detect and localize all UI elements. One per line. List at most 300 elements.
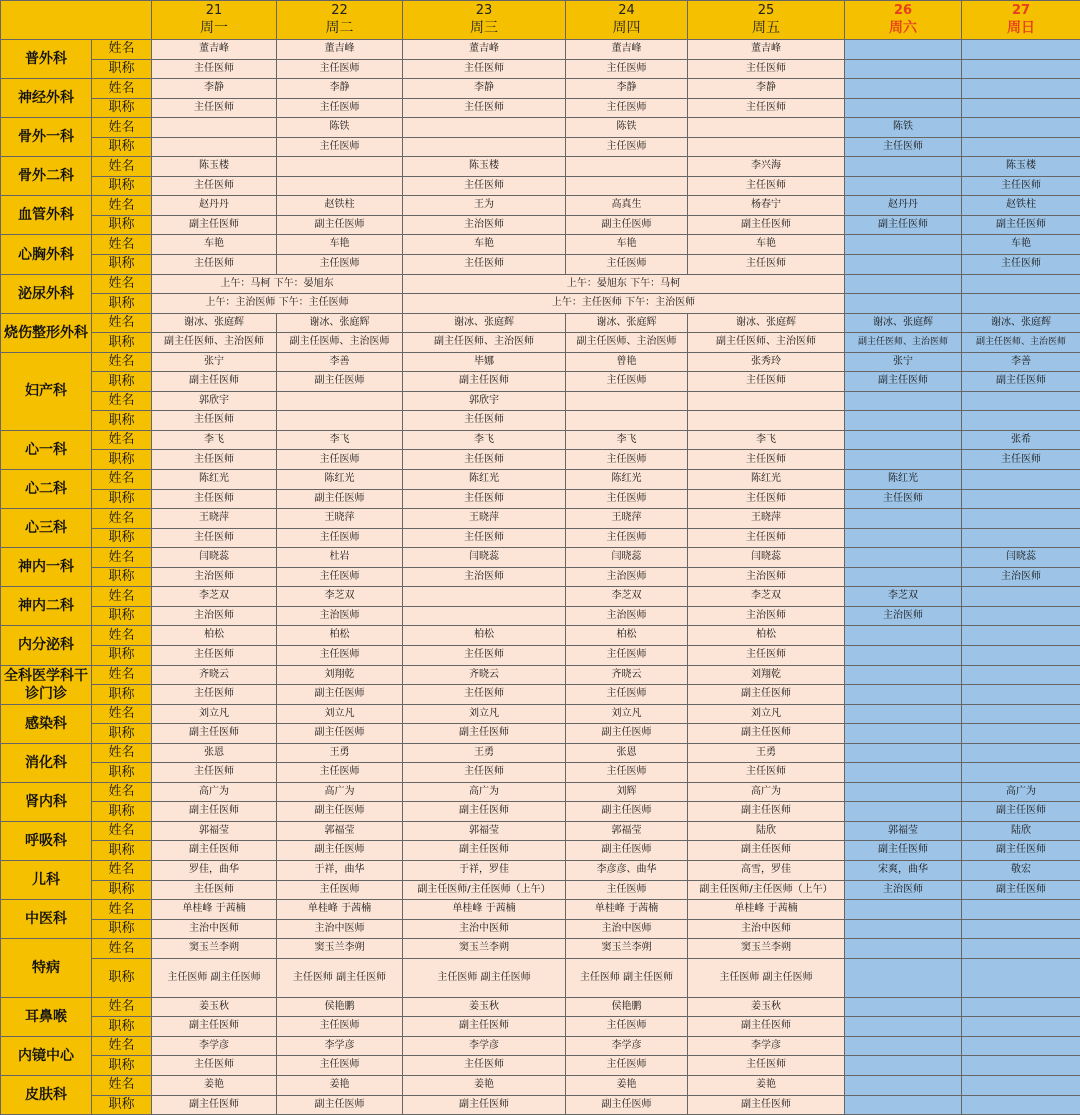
- weekday-cell: 副主任医师: [403, 1095, 566, 1115]
- weekday-cell: 闫晓蕊: [152, 548, 277, 568]
- weekend-cell: 主治医师: [845, 880, 962, 900]
- schedule-row: [1, 763, 1080, 783]
- weekend-cell: [962, 724, 1080, 744]
- schedule-row: [1, 79, 1080, 99]
- weekday-cell: 陈铁: [566, 118, 688, 138]
- weekday-cell: 闫晓蕊: [403, 548, 566, 568]
- weekday-cell: 主任医师: [277, 98, 403, 118]
- schedule-row: [1, 274, 1080, 294]
- schedule-row: [1, 645, 1080, 665]
- weekend-cell: [962, 626, 1080, 646]
- day-header: [566, 1, 688, 40]
- department-name: 耳鼻喉: [1, 997, 92, 1036]
- weekday-cell: 副主任医师: [688, 802, 845, 822]
- weekday-cell: 张秀玲: [688, 352, 845, 372]
- weekday-cell: 主任医师: [566, 372, 688, 392]
- schedule-row: [1, 606, 1080, 626]
- name-label: 姓名: [92, 665, 152, 685]
- weekend-cell: [962, 528, 1080, 548]
- weekend-cell: [962, 509, 1080, 529]
- day-weekday: 周日: [1007, 20, 1035, 36]
- department-name: 感染科: [1, 704, 92, 743]
- weekday-cell: 主任医师: [152, 98, 277, 118]
- weekday-cell: 李静: [403, 79, 566, 99]
- weekend-cell: [845, 98, 962, 118]
- weekday-cell: 副主任医师/主任医师（上午）: [403, 880, 566, 900]
- weekday-cell: [152, 137, 277, 157]
- weekend-cell: 李善: [962, 352, 1080, 372]
- weekend-cell: 赵丹丹: [845, 196, 962, 216]
- weekend-cell: [962, 391, 1080, 411]
- name-label: 姓名: [92, 196, 152, 216]
- weekday-cell: 郭福莹: [277, 821, 403, 841]
- weekend-cell: 副主任医师、主治医师: [845, 333, 962, 353]
- title-label: 职称: [92, 606, 152, 626]
- department-name: 全科医学科干诊门诊: [1, 665, 92, 704]
- name-label: 姓名: [92, 40, 152, 60]
- weekend-cell: 副主任医师: [962, 372, 1080, 392]
- schedule-row: [1, 860, 1080, 880]
- weekday-cell: 齐晓云: [403, 665, 566, 685]
- weekend-cell: 谢冰、张庭辉: [962, 313, 1080, 333]
- schedule-row: [1, 685, 1080, 705]
- weekday-cell: 主治医师: [688, 567, 845, 587]
- name-label: 姓名: [92, 157, 152, 177]
- name-label: 姓名: [92, 548, 152, 568]
- schedule-row: [1, 509, 1080, 529]
- weekday-cell: 车艳: [566, 235, 688, 255]
- span-cell: 上午：马柯 下午：晏旭东: [152, 274, 403, 294]
- weekday-cell: 闫晓蕊: [566, 548, 688, 568]
- weekend-cell: [845, 704, 962, 724]
- weekend-cell: [845, 900, 962, 920]
- weekday-cell: 李学彦: [403, 1036, 566, 1056]
- weekday-cell: 谢冰、张庭辉: [688, 313, 845, 333]
- name-label: 姓名: [92, 352, 152, 372]
- weekday-cell: 曾艳: [566, 352, 688, 372]
- department-name: 神经外科: [1, 79, 92, 118]
- weekend-cell: [845, 450, 962, 470]
- weekday-cell: [688, 137, 845, 157]
- weekend-cell: [962, 40, 1080, 60]
- department-name: 血管外科: [1, 196, 92, 235]
- weekday-cell: 车艳: [403, 235, 566, 255]
- department-name: 普外科: [1, 40, 92, 79]
- weekday-cell: 主任医师: [152, 685, 277, 705]
- weekday-cell: 陈红光: [566, 470, 688, 490]
- title-label: 职称: [92, 724, 152, 744]
- weekday-cell: 谢冰、张庭辉: [152, 313, 277, 333]
- weekday-cell: 主任医师: [688, 176, 845, 196]
- weekday-cell: 王晓萍: [277, 509, 403, 529]
- weekday-cell: 副主任医师: [277, 489, 403, 509]
- weekday-cell: 主任医师: [277, 450, 403, 470]
- weekday-cell: 主任医师: [403, 528, 566, 548]
- weekend-cell: [962, 919, 1080, 939]
- weekend-cell: [962, 587, 1080, 607]
- weekday-cell: 主任医师: [403, 59, 566, 79]
- weekday-cell: 主任医师: [688, 255, 845, 275]
- day-header-weekend: [845, 1, 962, 40]
- weekday-cell: 刘立凡: [688, 704, 845, 724]
- weekday-cell: 主任医师: [566, 763, 688, 783]
- weekday-cell: 主任医师: [688, 450, 845, 470]
- department-name: 心二科: [1, 470, 92, 509]
- schedule-row: [1, 821, 1080, 841]
- schedule-row: [1, 196, 1080, 216]
- day-header: [152, 1, 277, 40]
- weekend-cell: [845, 294, 962, 314]
- weekday-cell: 主任医师: [403, 1056, 566, 1076]
- weekday-cell: 主任医师 副主任医师: [403, 958, 566, 997]
- weekend-cell: 主治医师: [962, 567, 1080, 587]
- weekday-cell: 郭欣宇: [152, 391, 277, 411]
- name-label: 姓名: [92, 900, 152, 920]
- department-name: 心一科: [1, 430, 92, 469]
- schedule-row: [1, 528, 1080, 548]
- weekday-cell: 刘立凡: [566, 704, 688, 724]
- weekday-cell: [566, 157, 688, 177]
- weekday-cell: [566, 176, 688, 196]
- weekday-cell: [403, 118, 566, 138]
- weekday-cell: [403, 587, 566, 607]
- weekday-cell: 李芝双: [277, 587, 403, 607]
- weekend-cell: [845, 176, 962, 196]
- weekend-cell: 宋爽，曲华: [845, 860, 962, 880]
- weekday-cell: 主任医师: [152, 528, 277, 548]
- schedule-row: [1, 567, 1080, 587]
- weekday-cell: 主任医师: [566, 880, 688, 900]
- weekday-cell: 主任医师: [277, 567, 403, 587]
- weekend-cell: 副主任医师: [962, 880, 1080, 900]
- weekday-cell: 副主任医师: [152, 724, 277, 744]
- title-label: 职称: [92, 763, 152, 783]
- name-label: 姓名: [92, 430, 152, 450]
- weekday-cell: 主治中医师: [152, 919, 277, 939]
- weekend-cell: [962, 118, 1080, 138]
- weekday-cell: 李芝双: [566, 587, 688, 607]
- weekday-cell: 主任医师: [277, 1017, 403, 1037]
- weekday-cell: 齐晓云: [566, 665, 688, 685]
- weekend-cell: [962, 704, 1080, 724]
- weekday-cell: 李飞: [566, 430, 688, 450]
- schedule-row: [1, 802, 1080, 822]
- weekday-cell: 副主任医师: [688, 685, 845, 705]
- weekend-cell: [962, 1075, 1080, 1095]
- weekday-cell: 车艳: [688, 235, 845, 255]
- department-name: 泌尿外科: [1, 274, 92, 313]
- weekday-cell: 主任医师: [277, 880, 403, 900]
- weekday-cell: [152, 118, 277, 138]
- weekday-cell: 主任医师: [403, 450, 566, 470]
- department-name: 儿科: [1, 860, 92, 899]
- weekday-cell: 副主任医师: [277, 802, 403, 822]
- weekday-cell: 单桂峰 于茜楠: [403, 900, 566, 920]
- weekday-cell: 主任医师 副主任医师: [566, 958, 688, 997]
- weekend-cell: 主任医师: [962, 450, 1080, 470]
- weekend-cell: [962, 79, 1080, 99]
- weekday-cell: 主任医师 副主任医师: [152, 958, 277, 997]
- schedule-row: [1, 489, 1080, 509]
- weekday-cell: 主任医师: [152, 489, 277, 509]
- title-label: 职称: [92, 685, 152, 705]
- weekday-cell: [566, 391, 688, 411]
- weekday-cell: 李静: [152, 79, 277, 99]
- weekday-cell: 郭福莹: [566, 821, 688, 841]
- weekday-cell: 副主任医师、主治医师: [277, 333, 403, 353]
- weekday-cell: 副主任医师: [152, 1017, 277, 1037]
- name-label: 姓名: [92, 782, 152, 802]
- title-label: 职称: [92, 215, 152, 235]
- weekend-cell: 副主任医师: [962, 215, 1080, 235]
- weekend-cell: 主治医师: [845, 606, 962, 626]
- schedule-row: [1, 255, 1080, 275]
- schedule-row: [1, 782, 1080, 802]
- schedule-row: [1, 1056, 1080, 1076]
- weekday-cell: 副主任医师: [277, 841, 403, 861]
- weekend-cell: [845, 1036, 962, 1056]
- weekday-cell: 副主任医师: [152, 802, 277, 822]
- weekday-cell: 刘翔乾: [277, 665, 403, 685]
- weekday-cell: 主任医师: [152, 1056, 277, 1076]
- schedule-row: [1, 919, 1080, 939]
- title-label: 职称: [92, 176, 152, 196]
- weekend-cell: [845, 79, 962, 99]
- weekend-cell: [845, 782, 962, 802]
- schedule-row: [1, 997, 1080, 1017]
- weekend-cell: 高广为: [962, 782, 1080, 802]
- schedule-row: [1, 743, 1080, 763]
- weekend-cell: [962, 665, 1080, 685]
- weekend-cell: [845, 509, 962, 529]
- weekday-cell: 副主任医师: [403, 841, 566, 861]
- weekday-cell: 李芝双: [152, 587, 277, 607]
- weekend-cell: [845, 743, 962, 763]
- weekday-cell: 刘立凡: [277, 704, 403, 724]
- department-name: 心三科: [1, 509, 92, 548]
- weekday-cell: 陈玉楼: [152, 157, 277, 177]
- title-label: 职称: [92, 567, 152, 587]
- weekend-cell: [845, 548, 962, 568]
- day-date: 23: [475, 3, 493, 18]
- weekday-cell: 柏松: [403, 626, 566, 646]
- weekday-cell: 主任医师: [688, 372, 845, 392]
- weekend-cell: [845, 411, 962, 431]
- day-date: 24: [618, 3, 635, 18]
- weekday-cell: 姜艳: [403, 1075, 566, 1095]
- day-date: 22: [331, 3, 348, 18]
- department-name: 内镜中心: [1, 1036, 92, 1075]
- weekday-cell: 齐晓云: [152, 665, 277, 685]
- weekday-cell: 主任医师: [152, 255, 277, 275]
- weekend-cell: [845, 919, 962, 939]
- weekday-cell: 主任医师: [403, 763, 566, 783]
- weekday-cell: 副主任医师、主治医师: [152, 333, 277, 353]
- name-label: 姓名: [92, 509, 152, 529]
- department-name: 中医科: [1, 900, 92, 939]
- weekday-cell: 副主任医师: [277, 724, 403, 744]
- weekday-cell: [277, 411, 403, 431]
- weekday-cell: 姜玉秋: [403, 997, 566, 1017]
- weekday-cell: 副主任医师: [566, 215, 688, 235]
- weekday-cell: 副主任医师: [566, 1095, 688, 1115]
- weekday-cell: 主治中医师: [566, 919, 688, 939]
- weekend-cell: [845, 958, 962, 997]
- schedule-row: [1, 430, 1080, 450]
- name-label: 姓名: [92, 274, 152, 294]
- weekday-cell: 副主任医师: [152, 1095, 277, 1115]
- weekday-cell: 主任医师: [277, 137, 403, 157]
- weekend-cell: 主任医师: [845, 137, 962, 157]
- weekday-cell: 陆欣: [688, 821, 845, 841]
- day-date: 27: [1011, 3, 1031, 18]
- weekday-cell: 主任医师: [403, 489, 566, 509]
- weekday-cell: 姜艳: [152, 1075, 277, 1095]
- weekday-cell: 陈玉楼: [403, 157, 566, 177]
- weekend-cell: [845, 157, 962, 177]
- weekday-cell: 主任医师: [566, 1017, 688, 1037]
- weekend-cell: [845, 685, 962, 705]
- weekday-cell: 副主任医师: [277, 685, 403, 705]
- weekday-cell: 李静: [688, 79, 845, 99]
- name-label: 姓名: [92, 939, 152, 959]
- weekday-cell: 高雪，罗佳: [688, 860, 845, 880]
- weekday-cell: 主任医师: [152, 411, 277, 431]
- weekend-cell: [962, 1017, 1080, 1037]
- title-label: 职称: [92, 489, 152, 509]
- weekend-cell: 郭福莹: [845, 821, 962, 841]
- weekend-cell: [845, 665, 962, 685]
- day-weekday: 周五: [752, 20, 780, 36]
- weekday-cell: 主任医师: [403, 685, 566, 705]
- weekday-cell: 车艳: [152, 235, 277, 255]
- weekday-cell: 姜艳: [566, 1075, 688, 1095]
- weekday-cell: 王晓萍: [403, 509, 566, 529]
- schedule-row: [1, 724, 1080, 744]
- weekday-cell: 陈红光: [688, 470, 845, 490]
- weekday-cell: [688, 391, 845, 411]
- weekday-cell: 毕娜: [403, 352, 566, 372]
- weekend-cell: [845, 802, 962, 822]
- weekday-cell: 副主任医师: [152, 215, 277, 235]
- weekend-cell: 主任医师: [962, 176, 1080, 196]
- weekday-cell: 李学彦: [688, 1036, 845, 1056]
- weekday-cell: 副主任医师/主任医师（上午）: [688, 880, 845, 900]
- weekend-cell: [962, 294, 1080, 314]
- schedule-row: [1, 880, 1080, 900]
- day-date: 21: [205, 3, 223, 18]
- title-label: 职称: [92, 1056, 152, 1076]
- schedule-row: [1, 313, 1080, 333]
- schedule-row: [1, 352, 1080, 372]
- schedule-row: [1, 176, 1080, 196]
- weekday-cell: 主治医师: [688, 606, 845, 626]
- weekend-cell: [962, 685, 1080, 705]
- weekday-cell: 主任医师: [566, 528, 688, 548]
- schedule-row: [1, 118, 1080, 138]
- weekday-cell: 李静: [277, 79, 403, 99]
- weekday-cell: 于祥，罗佳: [403, 860, 566, 880]
- department-name: 心胸外科: [1, 235, 92, 274]
- weekday-cell: 主任医师: [566, 59, 688, 79]
- weekend-cell: [845, 40, 962, 60]
- weekday-cell: 王晓萍: [688, 509, 845, 529]
- weekday-cell: [277, 157, 403, 177]
- header-row: [1, 1, 1080, 40]
- weekday-cell: 副主任医师: [566, 802, 688, 822]
- weekday-cell: 主任医师: [566, 255, 688, 275]
- weekday-cell: 副主任医师、主治医师: [403, 333, 566, 353]
- weekday-cell: 主任医师: [277, 255, 403, 275]
- schedule-row: [1, 939, 1080, 959]
- weekday-cell: 主任医师: [152, 450, 277, 470]
- day-header: [403, 1, 566, 40]
- title-label: 职称: [92, 59, 152, 79]
- weekday-cell: 主任医师: [152, 880, 277, 900]
- name-label: 姓名: [92, 79, 152, 99]
- weekday-cell: 副主任医师: [688, 841, 845, 861]
- day-weekday: 周六: [889, 20, 917, 36]
- weekday-cell: 副主任医师: [403, 802, 566, 822]
- schedule-row: [1, 1036, 1080, 1056]
- weekend-cell: [962, 958, 1080, 997]
- weekday-cell: 王勇: [403, 743, 566, 763]
- title-label: 职称: [92, 333, 152, 353]
- weekday-cell: 刘翔乾: [688, 665, 845, 685]
- schedule-row: [1, 411, 1080, 431]
- weekday-cell: 副主任医师: [688, 1017, 845, 1037]
- schedule-row: [1, 900, 1080, 920]
- schedule-row: [1, 215, 1080, 235]
- title-label: 职称: [92, 137, 152, 157]
- name-label: 姓名: [92, 470, 152, 490]
- name-label: 姓名: [92, 704, 152, 724]
- weekday-cell: 单桂峰 于茜楠: [277, 900, 403, 920]
- weekday-cell: 姜艳: [277, 1075, 403, 1095]
- weekday-cell: 董吉峰: [688, 40, 845, 60]
- weekday-cell: 李彦彦、曲华: [566, 860, 688, 880]
- day-header: [277, 1, 403, 40]
- weekday-cell: 王勇: [688, 743, 845, 763]
- weekday-cell: 主治医师: [566, 567, 688, 587]
- weekday-cell: 副主任医师: [566, 724, 688, 744]
- weekday-cell: 副主任医师、主治医师: [688, 333, 845, 353]
- weekday-cell: 主任医师: [403, 645, 566, 665]
- weekday-cell: 主治医师: [403, 215, 566, 235]
- weekday-cell: 高广为: [688, 782, 845, 802]
- name-label: 姓名: [92, 1036, 152, 1056]
- weekday-cell: 主任医师: [688, 1056, 845, 1076]
- schedule-row: [1, 98, 1080, 118]
- department-name: 特病: [1, 939, 92, 998]
- weekday-cell: 主任医师: [566, 685, 688, 705]
- department-name: 神内一科: [1, 548, 92, 587]
- weekday-cell: 主任医师: [403, 255, 566, 275]
- weekday-cell: 主任医师: [403, 176, 566, 196]
- weekday-cell: 柏松: [566, 626, 688, 646]
- weekend-cell: 谢冰、张庭辉: [845, 313, 962, 333]
- title-label: 职称: [92, 1017, 152, 1037]
- name-label: 姓名: [92, 626, 152, 646]
- department-name: 消化科: [1, 743, 92, 782]
- weekend-cell: 副主任医师: [845, 372, 962, 392]
- name-label: 姓名: [92, 860, 152, 880]
- weekend-cell: [845, 1095, 962, 1115]
- weekday-cell: 主治中医师: [277, 919, 403, 939]
- weekday-cell: 主任医师: [566, 645, 688, 665]
- title-label: 职称: [92, 1095, 152, 1115]
- title-label: 职称: [92, 372, 152, 392]
